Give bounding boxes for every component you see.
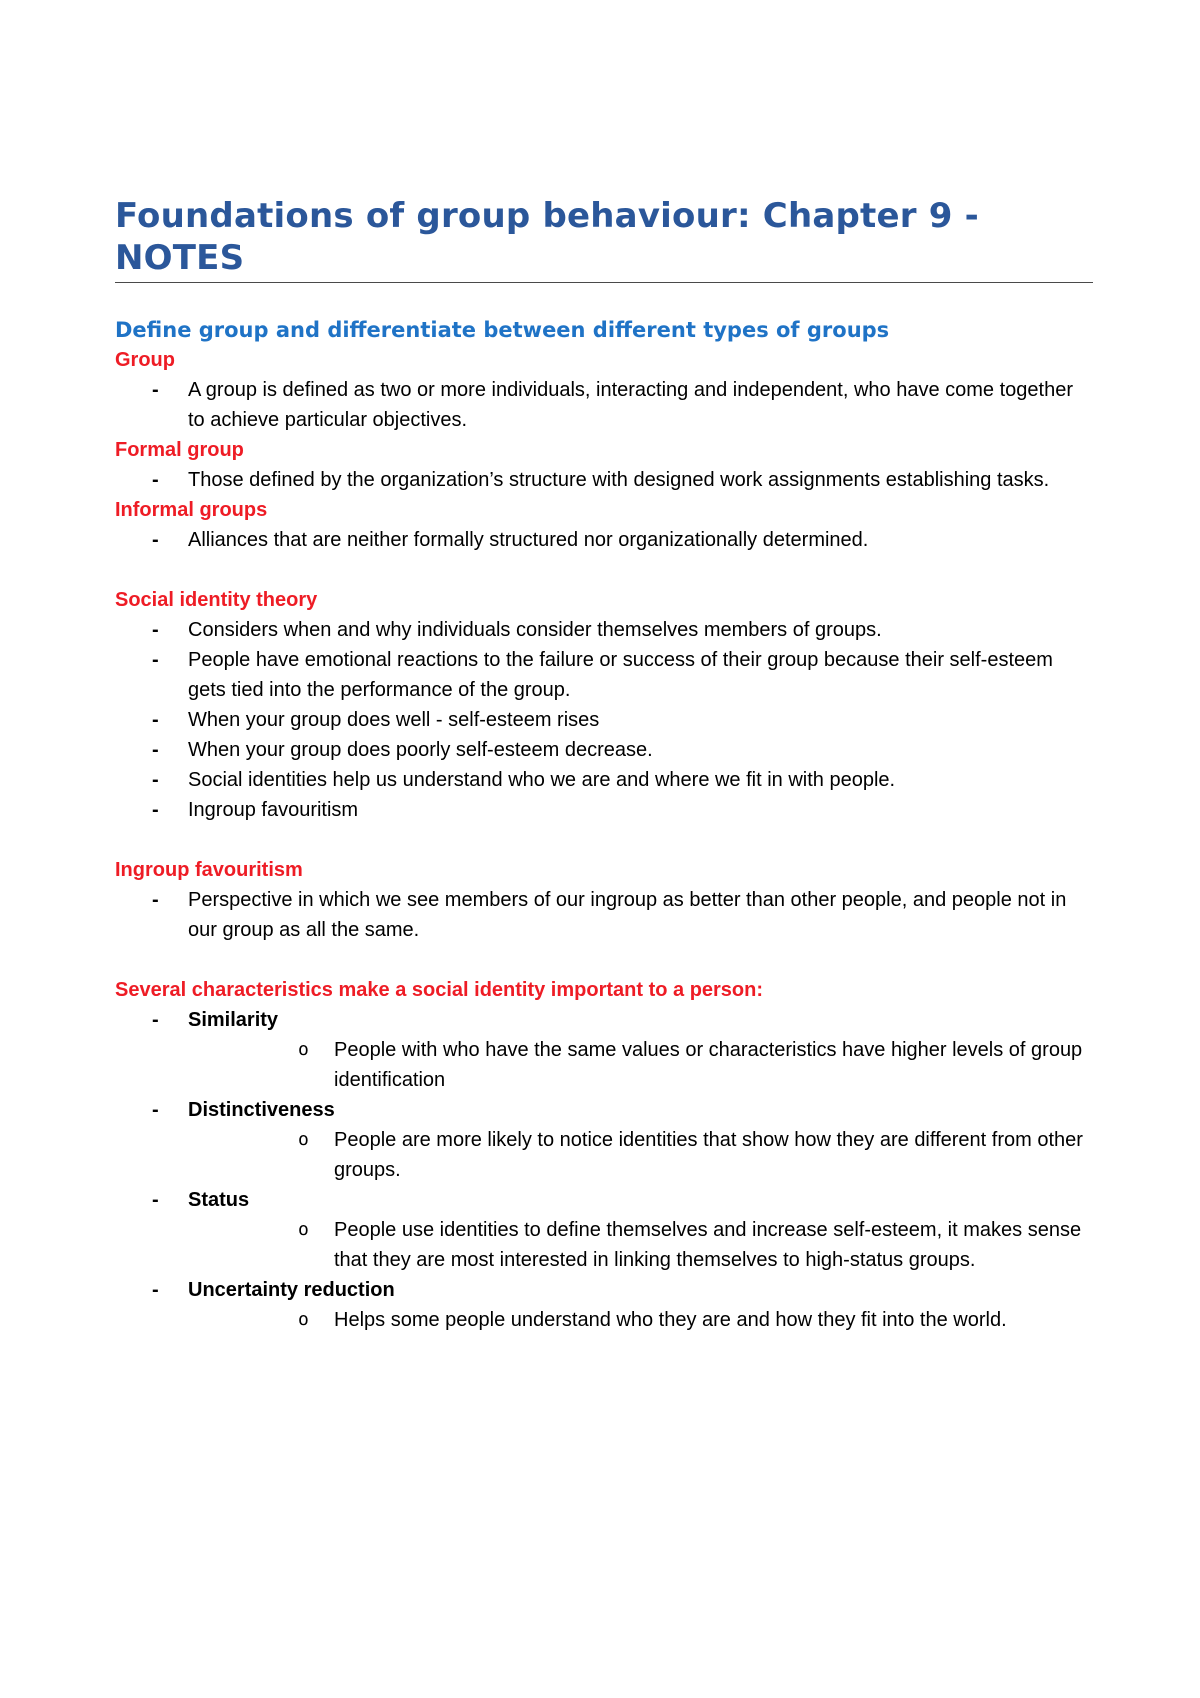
list-item: - Perspective in which we see members of our ingroup as better than other people, and people not in our group as all the same. — [115, 885, 1093, 945]
characteristic-uncertainty-reduction — [115, 1275, 1093, 1335]
list-item: - When your group does poorly self-esteem decrease. — [115, 735, 1093, 765]
sub-list-item: o Helps some people understand who they are and how they fit into the world. — [188, 1305, 1093, 1335]
subhead-group: Group — [115, 349, 175, 371]
ingroup-list — [115, 885, 1093, 945]
spacer — [115, 555, 1093, 585]
characteristic-distinctiveness — [115, 1095, 1093, 1185]
informal-groups-list — [115, 525, 1093, 555]
spacer — [115, 825, 1093, 855]
sub-list-item: o People with who have the same values or characteristics have higher levels of group identification — [188, 1035, 1093, 1095]
characteristic-detail-list — [188, 1035, 1093, 1095]
subhead-characteristics: Several characteristics make a social identity important to a person: — [115, 979, 764, 1001]
subhead-formal-group: Formal group — [115, 439, 244, 461]
list-item: - When your group does well - self-esteem rises — [115, 705, 1093, 735]
document-title: Foundations of group behaviour: Chapter 9 - NOTES — [115, 195, 1093, 283]
subhead-social-identity-theory: Social identity theory — [115, 589, 318, 611]
list-item: - Social identities help us understand who we are and where we fit in with people. — [115, 765, 1093, 795]
list-item: - Alliances that are neither formally structured nor organizationally determined. — [115, 525, 1093, 555]
characteristic-name: Uncertainty reduction — [188, 1279, 395, 1301]
list-item: - A group is defined as two or more individuals, interacting and independent, who have come together to achieve particular objectives. — [115, 375, 1093, 435]
characteristic-status — [115, 1185, 1093, 1275]
sub-list-item: o People are more likely to notice identities that show how they are different from other groups. — [188, 1125, 1093, 1185]
list-item: - Those defined by the organization’s structure with designed work assignments establishing tasks. — [115, 465, 1093, 495]
sub-list-item: o People use identities to define themselves and increase self-esteem, it makes sense that they are most interested in linking themselves to high-status groups. — [188, 1215, 1093, 1275]
social-identity-list — [115, 615, 1093, 825]
subhead-informal-groups: Informal groups — [115, 499, 268, 521]
characteristic-detail-list — [188, 1305, 1093, 1335]
characteristic-name: Distinctiveness — [188, 1099, 335, 1121]
characteristic-name: Status — [188, 1189, 250, 1211]
group-list — [115, 375, 1093, 435]
list-item: - Ingroup favouritism — [115, 795, 1093, 825]
list-item: - Considers when and why individuals consider themselves members of groups. — [115, 615, 1093, 645]
characteristic-name: Similarity — [188, 1009, 279, 1031]
list-item: - People have emotional reactions to the failure or success of their group because their self-esteem gets tied into the performance of the group. — [115, 645, 1093, 705]
formal-group-list — [115, 465, 1093, 495]
characteristic-detail-list — [188, 1215, 1093, 1275]
document-page — [115, 195, 1093, 1335]
characteristics-list — [115, 1005, 1093, 1335]
characteristic-similarity — [115, 1005, 1093, 1095]
characteristic-detail-list — [188, 1125, 1093, 1185]
subhead-ingroup-favouritism: Ingroup favouritism — [115, 859, 303, 881]
section-heading-group-types: Define group and differentiate between different types of groups — [115, 318, 890, 342]
spacer — [115, 945, 1093, 975]
